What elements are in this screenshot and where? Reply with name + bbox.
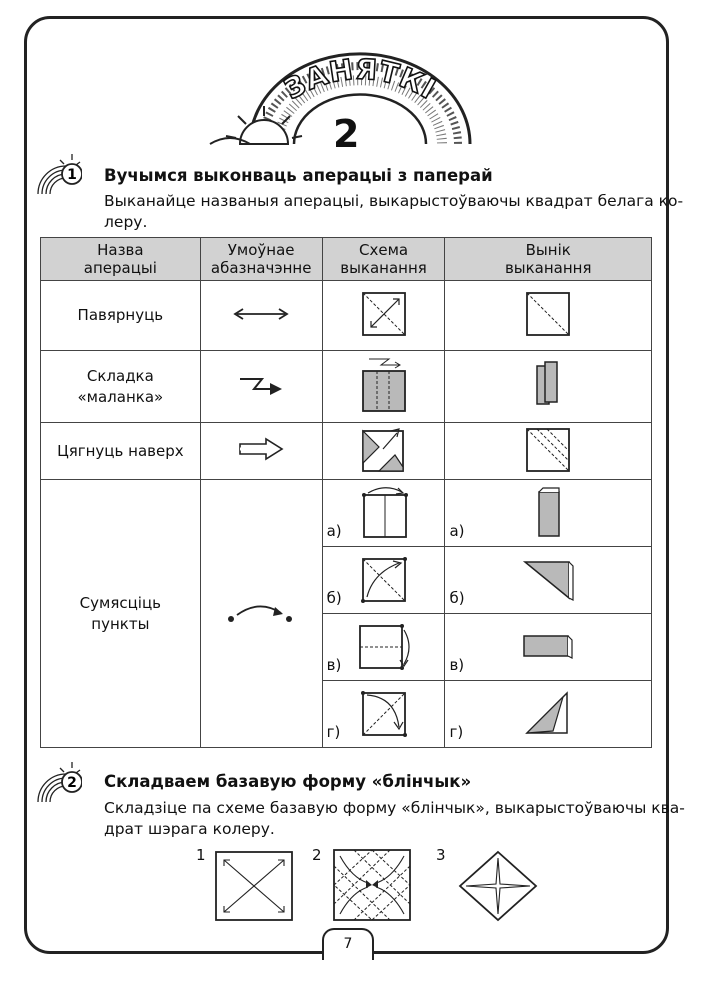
result-align [445, 480, 652, 748]
table-header-row [41, 238, 652, 281]
svg-text:ЗАНЯТКІ [279, 53, 442, 106]
col-header-result: Вынік выканання [445, 238, 652, 281]
table-row [41, 423, 652, 480]
task-2-title: Складваем базавую форму «блінчык» [104, 772, 472, 791]
align-c-scheme-icon [356, 622, 412, 672]
align-a-scheme-icon [356, 485, 412, 541]
align-c-result-icon [520, 632, 576, 662]
align-d-scheme-icon [359, 689, 409, 739]
sub-label: а) [449, 522, 465, 540]
task-1-text [104, 191, 683, 233]
sub-cell [323, 546, 445, 613]
sub-label: а) [326, 522, 342, 540]
sub-label: г) [449, 723, 464, 741]
row-name-fold: Складка «маланка» [41, 351, 201, 423]
sign-pull [200, 423, 322, 480]
task-2-text-line: драт шэрага колеру. [104, 820, 275, 838]
task-1-number: 1 [67, 167, 77, 183]
hollow-arrow-icon [236, 437, 286, 461]
sign-align [200, 480, 322, 748]
task-1-text-line: леру. [104, 213, 148, 231]
sub-cell [323, 480, 445, 546]
row-name-pull: Цягнуць наверх [41, 423, 201, 480]
table-row [41, 480, 652, 748]
sub-cell [323, 613, 445, 680]
lesson-number: 2 [333, 112, 360, 156]
task-1-text-line: Выканайце названыя аперацыі, выкарыстоўваючы квадрат белага ко- [104, 192, 684, 210]
sub-label: в) [326, 656, 342, 674]
scheme-align [322, 480, 445, 748]
sub-cell [323, 680, 445, 747]
align-b-result-icon [521, 558, 575, 602]
page-number: 7 [322, 928, 374, 960]
sub-cell [445, 546, 651, 613]
step-2-icon [330, 846, 414, 924]
curved-arrow-icon [225, 597, 297, 627]
sign-fold [200, 351, 322, 423]
double-arrow-icon [231, 304, 291, 324]
align-b-scheme-icon [359, 555, 409, 605]
pull-result-icon [523, 425, 573, 473]
col-header-sign: Умоўнае абазначэнне [200, 238, 322, 281]
result-fold [445, 351, 652, 423]
result-pull [445, 423, 652, 480]
task-2-icon [34, 758, 82, 806]
zigzag-arrow-icon [236, 373, 286, 397]
sub-label: б) [449, 589, 465, 607]
lesson-title: ЗАНЯТКІ [278, 52, 442, 107]
sign-turn [200, 281, 322, 351]
scheme-pull [322, 423, 445, 480]
task-2-text-line: Складзіце па схеме базавую форму «блінчык», выкарыстоўваючы ква- [104, 799, 685, 817]
step-number: 3 [436, 846, 446, 864]
step-number: 1 [196, 846, 206, 864]
fold-scheme-icon [359, 355, 409, 415]
sub-cell [445, 680, 651, 747]
task-1-icon [34, 150, 82, 198]
fold-result-icon [533, 360, 563, 410]
result-turn [445, 281, 652, 351]
sub-label: б) [326, 589, 342, 607]
row-name-align: Сумясціць пункты [41, 480, 201, 748]
operations-table [40, 237, 652, 748]
table-row [41, 281, 652, 351]
turn-scheme-icon [359, 289, 409, 339]
row-name-turn: Павярнуць [41, 281, 201, 351]
sub-cell [445, 480, 651, 546]
task-2-text [104, 798, 685, 840]
title-arc [200, 44, 500, 114]
col-header-name: Назва аперацыі [41, 238, 201, 281]
turn-result-icon [523, 289, 573, 339]
step-1-icon [210, 850, 294, 922]
col-header-scheme: Схема выканання [322, 238, 445, 281]
sub-label: г) [326, 723, 341, 741]
align-a-result-icon [533, 486, 563, 540]
scheme-turn [322, 281, 445, 351]
task-1-title: Вучымся выконваць аперацыі з паперай [104, 166, 493, 185]
align-d-result-icon [523, 689, 573, 739]
task-2-number: 2 [67, 775, 77, 791]
sub-label: в) [449, 656, 465, 674]
pull-scheme-icon [359, 423, 409, 475]
sub-cell [445, 613, 651, 680]
table-row [41, 351, 652, 423]
scheme-fold [322, 351, 445, 423]
step-number: 2 [312, 846, 322, 864]
step-3-icon [456, 848, 540, 924]
